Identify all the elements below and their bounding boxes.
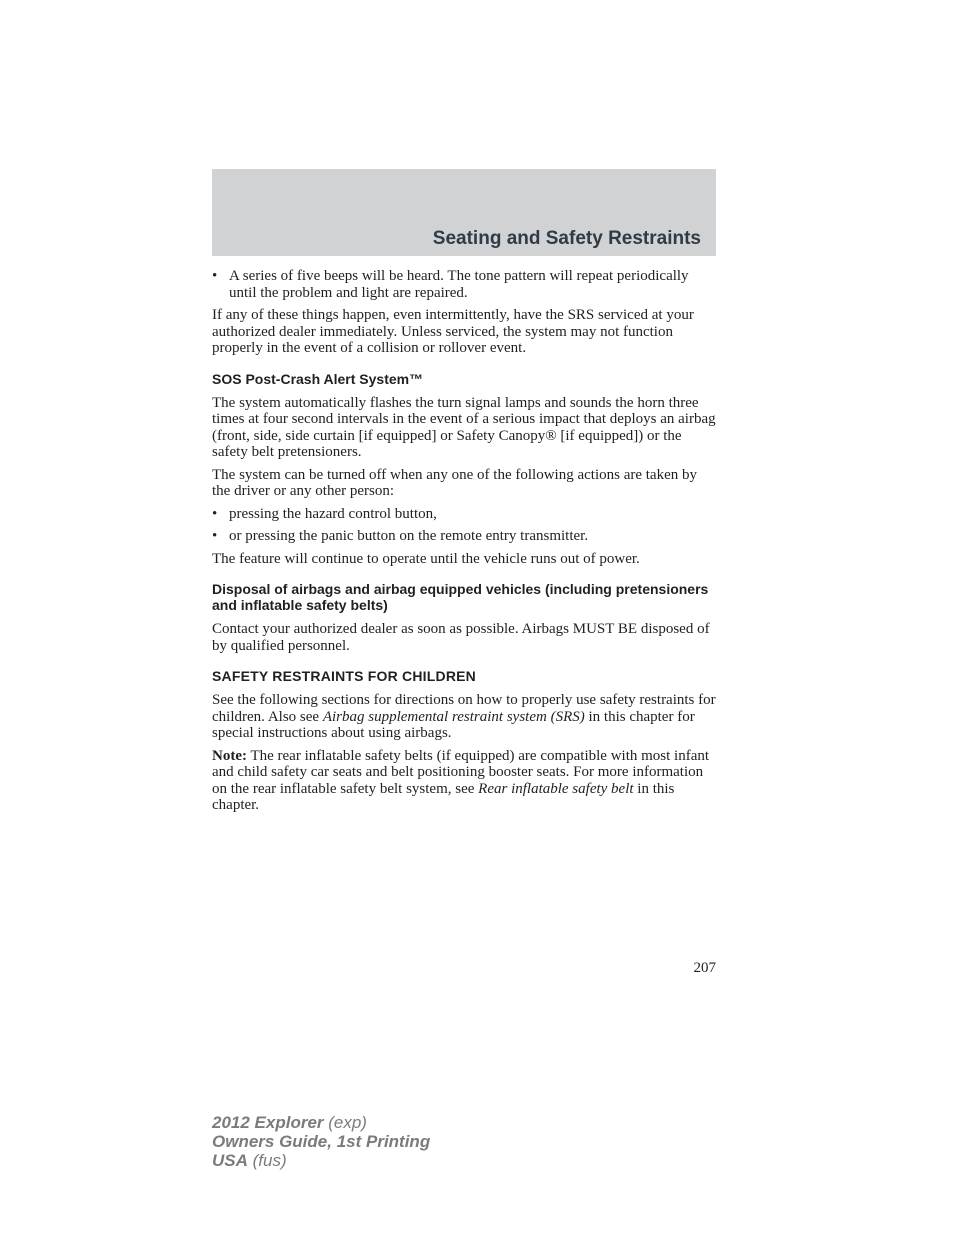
bullet-icon: • bbox=[212, 505, 218, 522]
page-title: Seating and Safety Restraints bbox=[432, 228, 701, 249]
list-item bbox=[212, 268, 716, 301]
paragraph-disposal: Contact your authorized dealer as soon as possible. Airbags MUST BE disposed of by qualified personnel. bbox=[212, 621, 710, 654]
paragraph-children bbox=[212, 692, 716, 742]
note-text-a: The rear inflatable safety belts (if equipped) are compatible with most infant and child safety car seats and belt positioning booster seats. For more information on the rear inflatable safety belt system, see bbox=[212, 747, 710, 797]
children-text-b: in this chapter for special instructions about using airbags. bbox=[212, 708, 695, 741]
note-text-b: in this chapter. bbox=[212, 780, 675, 813]
list-item bbox=[212, 506, 716, 523]
footer-model: 2012 Explorer bbox=[212, 1113, 324, 1132]
footer-line-market bbox=[212, 1151, 430, 1170]
paragraph-note bbox=[212, 748, 716, 814]
list-item bbox=[212, 528, 716, 545]
airbag-srs-reference: Airbag supplemental restraint system (SRS) bbox=[322, 708, 585, 725]
rear-belt-reference: Rear inflatable safety belt bbox=[478, 780, 634, 797]
bullet-icon: • bbox=[212, 528, 218, 544]
disposal-heading: Disposal of airbags and airbag equipped vehicles (including pretensioners and inflatable safety belts) bbox=[212, 581, 709, 613]
paragraph-service: If any of these things happen, even intermittently, have the SRS serviced at your authorized dealer immediately. Unless serviced, the system may not function properly in the event of a collision or rollover event. bbox=[212, 307, 694, 356]
children-text-a: See the following sections for directions on how to properly use safety restraints for children. Also see bbox=[212, 692, 716, 725]
footer bbox=[212, 1113, 430, 1170]
sos-heading: SOS Post-Crash Alert System™ bbox=[212, 370, 424, 387]
main-content bbox=[212, 268, 716, 820]
bullet-icon: • bbox=[212, 268, 218, 284]
footer-market: USA bbox=[212, 1151, 248, 1170]
paragraph-sos-turn-off: The system can be turned off when any one of the following actions are taken by the driver or any other person: bbox=[212, 466, 697, 499]
header-band bbox=[212, 169, 716, 256]
footer-model-code: (exp) bbox=[323, 1113, 367, 1132]
paragraph-sos-description: The system automatically flashes the turn signal lamps and sounds the horn three times at four second intervals in the event of a serious impact that deploys an airbag (front, side, side curtain [if equipped] or Safety Canopy® [if equipped]) or the safety belt pretensioners. bbox=[212, 394, 716, 460]
note-label: Note: bbox=[212, 747, 247, 764]
paragraph-sos-power: The feature will continue to operate until the vehicle runs out of power. bbox=[212, 550, 640, 567]
page-number: 207 bbox=[693, 960, 716, 976]
bullet-text: A series of five beeps will be heard. The tone pattern will repeat periodically until the problem and light are repaired. bbox=[229, 268, 689, 301]
footer-line-guide: Owners Guide, 1st Printing bbox=[212, 1132, 431, 1151]
bullet-text: pressing the hazard control button, bbox=[229, 505, 437, 522]
footer-market-code: (fus) bbox=[247, 1151, 287, 1170]
bullet-text: or pressing the panic button on the remote entry transmitter. bbox=[229, 528, 589, 544]
footer-line-model bbox=[212, 1113, 430, 1132]
children-heading: SAFETY RESTRAINTS FOR CHILDREN bbox=[212, 668, 476, 684]
